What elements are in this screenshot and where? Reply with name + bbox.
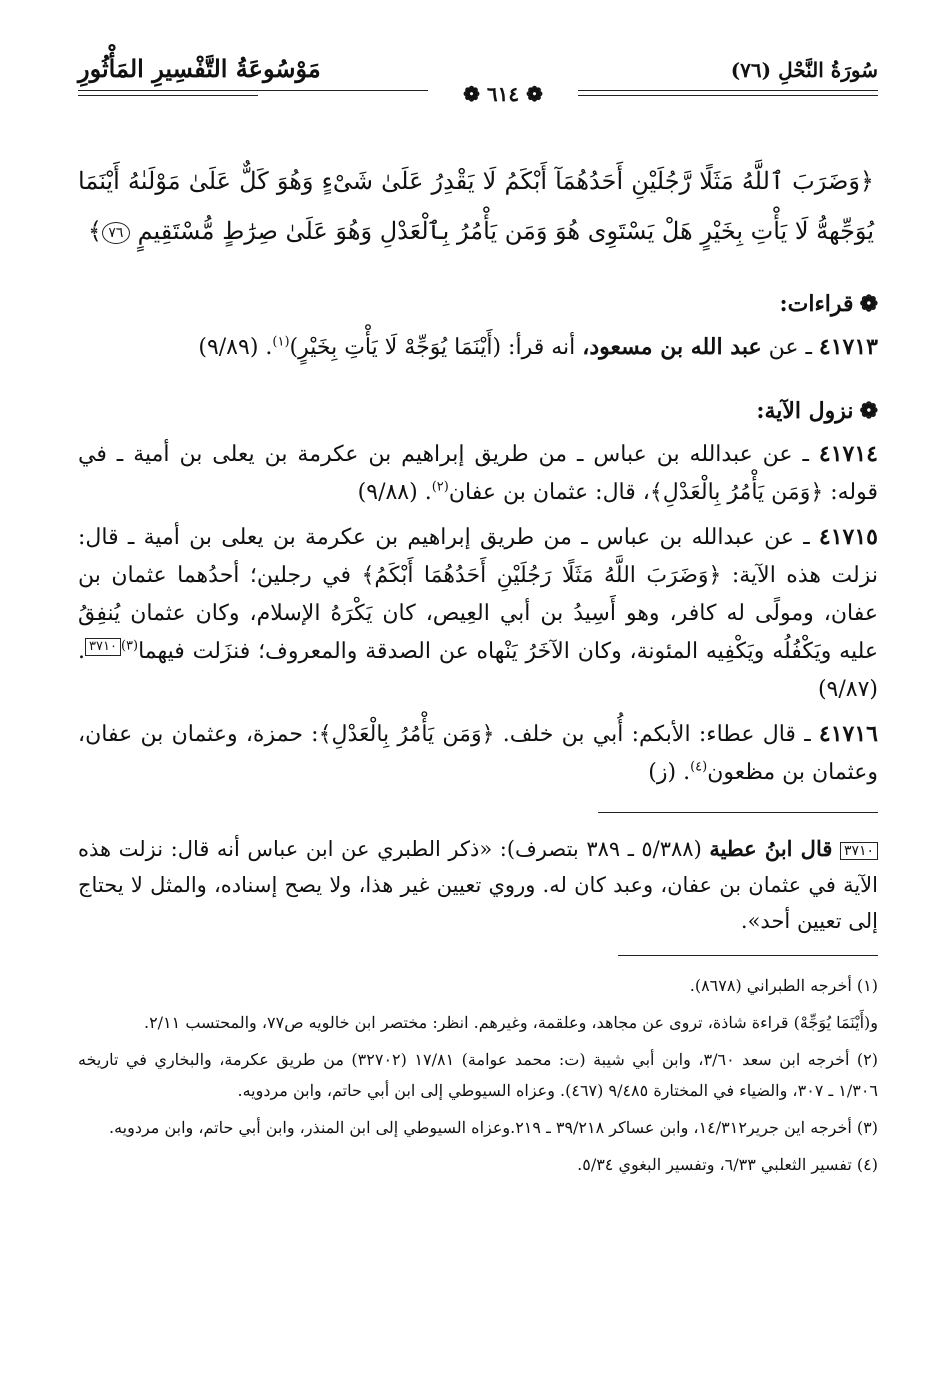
flower-icon: ❁ — [859, 398, 878, 424]
note-ref-box[interactable]: ٣٧١٠ — [85, 638, 121, 656]
header-rule-right — [548, 95, 878, 96]
footnote-ref[interactable]: (٤) — [690, 759, 708, 775]
footnote-1: (١) أخرجه الطبراني (٨٦٧٨). — [689, 976, 878, 995]
ornament-icon: ❁ — [463, 82, 487, 106]
quran-verse: ﴿وَضَرَبَ ٱللَّهُ مَثَلًا رَّجُلَيْنِ أَحَدُهُمَآ أَبْكَمُ لَا يَقْدِرُ عَلَىٰ شَىْءٍ وَهُوَ كَلٌّ عَلَىٰ مَوْلَىٰهُ أَيْنَمَا يُوَجِّههُّ لَا يَأْتِ بِخَيْرٍ هَلْ يَسْتَوِى هُوَ وَمَن يَأْمُرُ بِٱلْعَدْلِ وَهُوَ عَلَىٰ صِرَٰطٍ مُّسْتَقِيمٍ ٧٦﴾ — [78, 167, 874, 245]
readings-heading: ❁قراءات: — [779, 291, 878, 317]
revelation-heading: ❁نزول الآية: — [756, 398, 878, 424]
entry-number: ٤١٧١٥ — [818, 524, 878, 550]
book-title: مَوْسُوعَةُ التَّفْسِيرِ المَأْثُورِ — [78, 54, 321, 83]
page — [78, 40, 878, 1186]
entry-41716: ٤١٧١٦ ـ قال عطاء: الأبكم: أُبي بن خلف. ﴿وَمَن يَأْمُرُ بِالْعَدْلِ﴾: حمزة، وعثمان بن عفان، وعثمان بن مظعون$^{(٤)}$. (ز) — [78, 721, 878, 785]
footnote-1-cont: و(أَيْنَمَا يُوَجِّهْ) قراءة شاذة، تروى عن مجاهد، وعلقمة، وغيرهم. انظر: مختصر ابن خالويه ص٧٧، والمحتسب ٢/١١. — [143, 1013, 878, 1032]
footnote-2: (٢) أخرجه ابن سعد ٣/٦٠، وابن أبي شيبة (ت: محمد عوامة) ١٧/٨١ (٣٢٧٠٢) من طريق عكرمة، والبخاري في تاريخه ١/٣٠٦ ـ ٣٠٧، والضياء في المختارة ٩/٤٨٥ (٤٦٧). وعزاه السيوطي إلى ابن أبي حاتم، وابن مردويه. — [78, 1050, 879, 1100]
footnote-ref[interactable]: (٣) — [120, 638, 139, 654]
note-title: قال ابنُ عطية — [709, 836, 833, 861]
footnote-3: (٣) أخرجه اين جرير١٤/٣١٢، وابن عساكر ٣٩/٢١٨ ـ ٢١٩.وعزاه السيوطي إلى ابن المنذر، وابن أبي حاتم، وابن مردويه. — [108, 1118, 878, 1137]
entry-number: ٤١٧١٣ — [818, 334, 878, 360]
footnote-4: (٤) تفسير الثعلبي ٦/٣٣، وتفسير البغوي ٥/٣٤. — [577, 1155, 878, 1174]
entry-41713: ٤١٧١٣ ـ عن عبد الله بن مسعود، أنه قرأ: (أَيْنَمَا يُوَجِّهْ لَا يَأْتِ بِخَيْرٍ)$^{(١)}$. (٩/٨٩) — [198, 334, 878, 360]
footnote-ref[interactable]: (٢) — [431, 479, 449, 495]
surah-title: سُورَةُ النَّحْلِ (٧٦) — [730, 58, 878, 82]
footnote-ref[interactable]: (١) — [272, 334, 290, 350]
header-rule-left — [78, 95, 258, 96]
running-head — [78, 40, 878, 106]
note-ref-box: ٣٧١٠ — [840, 842, 878, 860]
entry-number: ٤١٧١٦ — [818, 721, 878, 747]
page-number: ❁ ٦١٤ ❁ — [428, 83, 578, 105]
commentary-note: ٣٧١٠ قال ابنُ عطية (٥/٣٨٨ ـ ٣٨٩ بتصرف): «ذكر الطبري عن ابن عباس أنه قال: نزلت هذه الآية في عثمان بن عفان، وعبد كان له. وروي تعيين غير هذا، ولا يصح إسناده، والمثل لا يحتاج إلى تعيين أحد». — [78, 836, 878, 933]
footnote-separator — [618, 955, 878, 956]
ornament-icon: ❁ — [519, 82, 543, 106]
narrator: عبد الله بن مسعود، — [582, 334, 762, 360]
aya-number-marker: ٧٦ — [102, 222, 130, 244]
footnotes — [78, 970, 878, 1180]
flower-icon: ❁ — [859, 291, 878, 317]
note-separator — [598, 812, 878, 813]
entry-41715: ٤١٧١٥ ـ عن عبدالله بن عباس ـ من طريق إبراهيم بن عكرمة بن يعلى بن أمية ـ قال: نزلت هذه الآية: ﴿وَضَرَبَ اللَّهُ مَثَلًا رَجُلَيْنِ أَحَدُهُمَا أَبْكَمُ﴾ في رجلين؛ أحدُهما عثمان بن عفان، ومولًى له كافر، وهو أَسِيدُ بن أبي العِيص، كان يَكْرَهُ الإسلام، وكان عثمان يُنفِقُ عليه ويَكْفُلُه ويَكْفِيه المئونة، وكان الآخَرُ يَنْهاه عن الصدقة والمعروف؛ فنزَلت فيهما$^{(٣)}$٣٧١٠. (٩/٨٧) — [78, 524, 878, 702]
entry-41714: ٤١٧١٤ ـ عن عبدالله بن عباس ـ من طريق إبراهيم بن عكرمة بن يعلى بن أمية ـ في قوله: ﴿وَمَن يَأْمُرُ بِالْعَدْلِ﴾، قال: عثمان بن عفان$^{(٢)}$. (٩/٨٨) — [78, 441, 878, 505]
entry-number: ٤١٧١٤ — [818, 441, 878, 467]
